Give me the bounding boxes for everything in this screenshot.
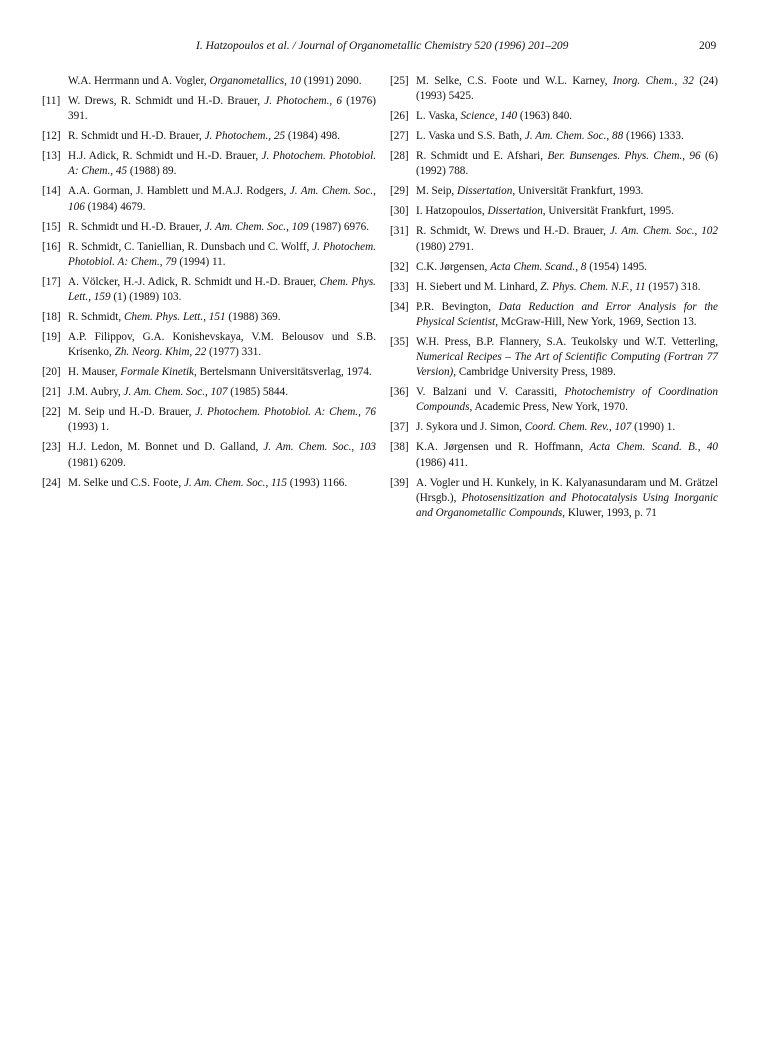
reference-source: J. Am. Chem. Soc., 106 bbox=[68, 185, 376, 213]
reference-entry bbox=[42, 385, 376, 400]
reference-authors: J.M. Aubry, bbox=[68, 386, 124, 399]
reference-authors: M. Selke, C.S. Foote und W.L. Karney, bbox=[416, 75, 613, 87]
reference-number: [22] bbox=[42, 406, 61, 419]
reference-entry bbox=[390, 476, 718, 522]
reference-number: [11] bbox=[42, 95, 61, 107]
references-right-column bbox=[390, 74, 719, 526]
reference-source: J. Am. Chem. Soc., 107 bbox=[123, 386, 228, 399]
reference-authors: J. Sykora und J. Simon, bbox=[416, 421, 525, 434]
reference-source: Data Reduction and Error Analysis for the Physical Scientist bbox=[416, 300, 718, 328]
reference-details: (1976) 391. bbox=[68, 95, 376, 123]
reference-source: Coord. Chem. Rev., 107 bbox=[524, 421, 632, 434]
reference-authors: R. Schmidt, C. Taniellian, R. Dunsbach und C. Wolff, bbox=[68, 240, 313, 253]
reference-source: J. Photochem., 25 bbox=[204, 130, 286, 143]
reference-details: (1988) 89. bbox=[127, 165, 177, 178]
reference-source: Z. Phys. Chem. N.F., 11 bbox=[540, 280, 646, 293]
reference-source: Inorg. Chem., 32 bbox=[612, 75, 694, 87]
reference-details: (1981) 6209. bbox=[68, 456, 126, 469]
reference-details: , Universität Frankfurt, 1993. bbox=[512, 185, 644, 198]
reference-source: J. Am. Chem. Soc., 103 bbox=[263, 441, 376, 454]
journal-citation-header: I. Hatzopoulos et al. / Journal of Organometallic Chemistry 520 (1996) 201–209 bbox=[196, 40, 569, 52]
reference-number: [34] bbox=[390, 300, 409, 313]
reference-number: [27] bbox=[390, 130, 409, 143]
reference-number: [14] bbox=[42, 185, 61, 198]
reference-source: J. Photochem., 6 bbox=[264, 95, 342, 107]
reference-authors: M. Seip, bbox=[416, 185, 458, 198]
reference-entry bbox=[42, 94, 376, 124]
reference-entry bbox=[390, 74, 718, 104]
reference-number: [16] bbox=[42, 240, 61, 253]
reference-number: [29] bbox=[390, 185, 409, 198]
reference-authors: H.J. Ledon, M. Bonnet und D. Galland, bbox=[68, 441, 264, 454]
reference-authors: M. Seip und H.-D. Brauer, bbox=[68, 406, 196, 419]
reference-details: (1966) 1333. bbox=[623, 130, 684, 143]
reference-entry bbox=[390, 109, 718, 124]
reference-source: Ber. Bunsenges. Phys. Chem., 96 bbox=[547, 150, 701, 163]
reference-details: (6) (1992) 788. bbox=[416, 150, 719, 178]
reference-number: [17] bbox=[42, 275, 61, 288]
reference-entry bbox=[42, 184, 376, 214]
reference-entry bbox=[42, 330, 376, 360]
reference-source: J. Am. Chem. Soc., 115 bbox=[183, 476, 287, 489]
reference-details: (1) (1989) 103. bbox=[110, 291, 182, 304]
reference-authors: I. Hatzopoulos, bbox=[416, 205, 488, 218]
reference-entry bbox=[42, 275, 376, 305]
reference-number: [36] bbox=[390, 386, 409, 399]
reference-details: (1984) 498. bbox=[285, 130, 341, 143]
reference-number: [30] bbox=[390, 205, 409, 218]
references-left-column bbox=[42, 74, 377, 496]
reference-entry bbox=[390, 184, 718, 199]
reference-number: [33] bbox=[390, 280, 409, 293]
reference-number: [13] bbox=[42, 150, 61, 163]
reference-source: J. Photochem. Photobiol. A: Chem., 76 bbox=[195, 406, 376, 419]
reference-source: Photochemistry of Coordination Compounds bbox=[416, 386, 718, 414]
reference-authors: L. Vaska und S.S. Bath, bbox=[416, 130, 525, 143]
reference-number: [12] bbox=[42, 130, 61, 143]
reference-number: [24] bbox=[42, 476, 61, 489]
reference-authors: R. Schmidt und H.-D. Brauer, bbox=[68, 220, 205, 233]
reference-details: (1957) 318. bbox=[645, 280, 701, 293]
reference-number: [37] bbox=[390, 421, 409, 434]
reference-entry bbox=[42, 440, 376, 470]
reference-details: (1990) 1. bbox=[631, 421, 676, 434]
reference-authors: R. Schmidt und E. Afshari, bbox=[416, 150, 548, 163]
reference-details: (1993) 1. bbox=[68, 421, 110, 434]
reference-source: Chem. Phys. Lett., 151 bbox=[123, 311, 226, 324]
reference-number: [20] bbox=[42, 366, 61, 379]
reference-authors: A. Vogler und H. Kunkely, in K. Kalyanasundaram und M. Grätzel (Hrsgb.), bbox=[416, 476, 718, 504]
reference-authors: W.A. Herrmann und A. Vogler, bbox=[68, 75, 210, 87]
reference-details: (24) (1993) 5425. bbox=[416, 75, 718, 103]
reference-details: (1963) 840. bbox=[517, 110, 573, 123]
reference-entry bbox=[42, 365, 376, 380]
reference-authors: H. Mauser, bbox=[68, 366, 121, 379]
reference-source: Dissertation bbox=[487, 205, 543, 218]
reference-entry bbox=[48, 74, 376, 89]
running-header bbox=[0, 40, 768, 58]
reference-number: [25] bbox=[390, 75, 409, 87]
reference-details: (1988) 369. bbox=[225, 311, 281, 324]
reference-authors: A. Völcker, H.-J. Adick, R. Schmidt und H.-D. Brauer, bbox=[68, 275, 320, 288]
reference-entry bbox=[390, 335, 718, 381]
reference-entry bbox=[42, 240, 376, 270]
reference-source: Numerical Recipes – The Art of Scientific Computing (Fortran 77 Version) bbox=[416, 351, 718, 379]
reference-authors: A.P. Filippov, G.A. Konishevskaya, V.M. Belousov und S.B. Krisenko, bbox=[68, 331, 376, 359]
reference-authors: P.R. Bevington, bbox=[416, 300, 499, 313]
reference-number: [18] bbox=[42, 311, 61, 324]
reference-details: (1993) 1166. bbox=[287, 476, 348, 489]
reference-source: J. Am. Chem. Soc., 102 bbox=[609, 225, 718, 238]
reference-entry bbox=[390, 420, 718, 435]
reference-source: Photosensitization and Photocatalysis Using Inorganic and Organometallic Compounds bbox=[416, 491, 718, 520]
reference-details: (1980) 2791. bbox=[416, 240, 474, 253]
reference-authors: L. Vaska, bbox=[416, 110, 461, 123]
reference-source: Formale Kinetik bbox=[120, 366, 195, 379]
reference-authors: A.A. Gorman, J. Hamblett und M.A.J. Rodgers, bbox=[68, 185, 290, 198]
reference-source: J. Am. Chem. Soc., 109 bbox=[204, 220, 309, 233]
reference-details: , Kluwer, 1993, p. 71 bbox=[562, 507, 657, 520]
reference-authors: V. Balzani und V. Carassiti, bbox=[416, 386, 565, 399]
reference-entry bbox=[42, 220, 376, 235]
reference-details: (1984) 4679. bbox=[84, 200, 146, 213]
reference-authors: C.K. Jørgensen, bbox=[416, 260, 491, 273]
reference-source: Science, 140 bbox=[460, 110, 518, 123]
reference-source: Zh. Neorg. Khim, 22 bbox=[114, 346, 207, 359]
reference-entry bbox=[42, 149, 377, 179]
reference-details: (1985) 5844. bbox=[227, 386, 289, 399]
reference-entry bbox=[390, 204, 718, 219]
reference-number: [39] bbox=[390, 476, 409, 489]
reference-details: , McGraw-Hill, New York, 1969, Section 13. bbox=[495, 315, 697, 328]
reference-source: Dissertation bbox=[457, 185, 513, 198]
reference-source: Chem. Phys. Lett., 159 bbox=[68, 275, 376, 304]
reference-entry bbox=[390, 300, 718, 330]
reference-entry bbox=[390, 280, 718, 295]
reference-details: , Cambridge University Press, 1989. bbox=[453, 366, 616, 379]
reference-details: (1991) 2090. bbox=[300, 75, 362, 87]
page-number: 209 bbox=[699, 40, 717, 52]
reference-source: J. Am. Chem. Soc., 88 bbox=[524, 130, 624, 143]
reference-entry bbox=[42, 310, 376, 325]
reference-entry bbox=[390, 385, 718, 415]
reference-authors: H. Siebert und M. Linhard, bbox=[416, 280, 541, 293]
reference-number: [35] bbox=[390, 335, 409, 348]
reference-number: [23] bbox=[42, 441, 61, 454]
reference-authors: R. Schmidt, bbox=[68, 311, 124, 324]
reference-source: Acta Chem. Scand., 8 bbox=[490, 260, 587, 273]
reference-entry bbox=[390, 224, 718, 254]
reference-details: , Universität Frankfurt, 1995. bbox=[542, 205, 674, 218]
reference-entry bbox=[390, 129, 718, 144]
reference-number: [21] bbox=[42, 386, 61, 399]
reference-number: [19] bbox=[42, 331, 61, 344]
reference-entry bbox=[390, 260, 718, 275]
reference-source: Organometallics, 10 bbox=[209, 75, 301, 87]
reference-authors: H.J. Adick, R. Schmidt und H.-D. Brauer, bbox=[68, 150, 262, 163]
reference-source: J. Photochem. Photobiol. A: Chem., 79 bbox=[68, 240, 376, 268]
reference-number: [38] bbox=[390, 441, 409, 454]
reference-number: [15] bbox=[42, 220, 61, 233]
reference-number: [28] bbox=[390, 150, 409, 163]
reference-entry bbox=[390, 440, 719, 470]
reference-authors: R. Schmidt und H.-D. Brauer, bbox=[68, 130, 205, 143]
reference-details: , Bertelsmann Universitätsverlag, 1974. bbox=[194, 366, 372, 379]
reference-number: [26] bbox=[390, 110, 409, 123]
reference-authors: M. Selke und C.S. Foote, bbox=[68, 476, 184, 489]
reference-authors: K.A. Jørgensen und R. Hoffmann, bbox=[416, 441, 590, 454]
reference-authors: R. Schmidt, W. Drews und H.-D. Brauer, bbox=[416, 225, 610, 238]
reference-details: (1977) 331. bbox=[206, 346, 262, 359]
reference-source: J. Photochem. Photobiol. A: Chem., 45 bbox=[68, 150, 377, 178]
reference-details: , Academic Press, New York, 1970. bbox=[469, 401, 628, 414]
reference-entry bbox=[390, 149, 719, 179]
reference-source: Acta Chem. Scand. B., 40 bbox=[589, 441, 719, 454]
reference-authors: W. Drews, R. Schmidt und H.-D. Brauer, bbox=[68, 95, 265, 107]
reference-details: (1986) 411. bbox=[416, 456, 468, 469]
reference-entry bbox=[42, 129, 376, 144]
reference-authors: W.H. Press, B.P. Flannery, S.A. Teukolsky und W.T. Vetterling, bbox=[416, 335, 718, 348]
reference-number: [32] bbox=[390, 260, 409, 273]
reference-details: (1954) 1495. bbox=[586, 260, 647, 273]
reference-entry bbox=[42, 476, 376, 491]
reference-details: (1994) 11. bbox=[176, 255, 226, 268]
reference-entry bbox=[42, 405, 376, 435]
reference-number: [31] bbox=[390, 225, 409, 238]
reference-details: (1987) 6976. bbox=[308, 220, 370, 233]
